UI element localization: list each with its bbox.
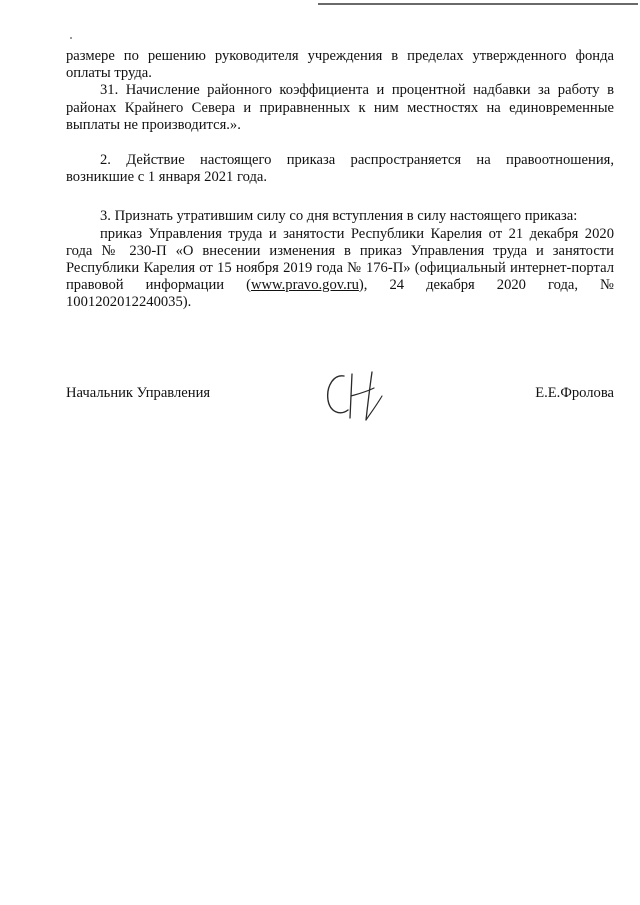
signatory-position: Начальник Управления <box>66 385 211 401</box>
document-body <box>66 48 614 312</box>
repealed-order-text-end: ), 24 декабря 2020 года, № 1001202012240035). <box>66 277 614 311</box>
paragraph-clause-2: 2. Действие настоящего приказа распространяется на правоотношения, возникшие с 1 января 2021 года. <box>66 152 614 186</box>
handwritten-signature <box>322 366 388 428</box>
signature-block <box>66 366 614 436</box>
signatory-name: Е.Е.Фролова <box>535 385 614 401</box>
scan-speck <box>70 37 72 39</box>
repealed-order-text-start: приказ Управления труда и занятости Республики Карелия от 21 декабря 2020 года № 230-П «О внесении изменения в приказ Управления труда и занятости Республики Карелия от 15 ноября 2019 года № 176-П» (официальный интернет-портал правовой информации ( <box>66 225 614 294</box>
paragraph-clause-31: 31. Начисление районного коэффициента и процентной надбавки за работу в районах Крайнего Севера и приравненных к ним местностях на единовременные выплаты не производится.». <box>66 82 614 133</box>
paragraph-repealed-order <box>66 226 614 312</box>
paragraph-continuation: размере по решению руководителя учреждения в пределах утвержденного фонда оплаты труда. <box>66 48 614 82</box>
scan-edge-line <box>318 3 638 5</box>
pravo-gov-link[interactable]: www.pravo.gov.ru <box>250 277 359 294</box>
paragraph-clause-3: 3. Признать утратившим силу со дня вступления в силу настоящего приказа: <box>100 208 578 225</box>
